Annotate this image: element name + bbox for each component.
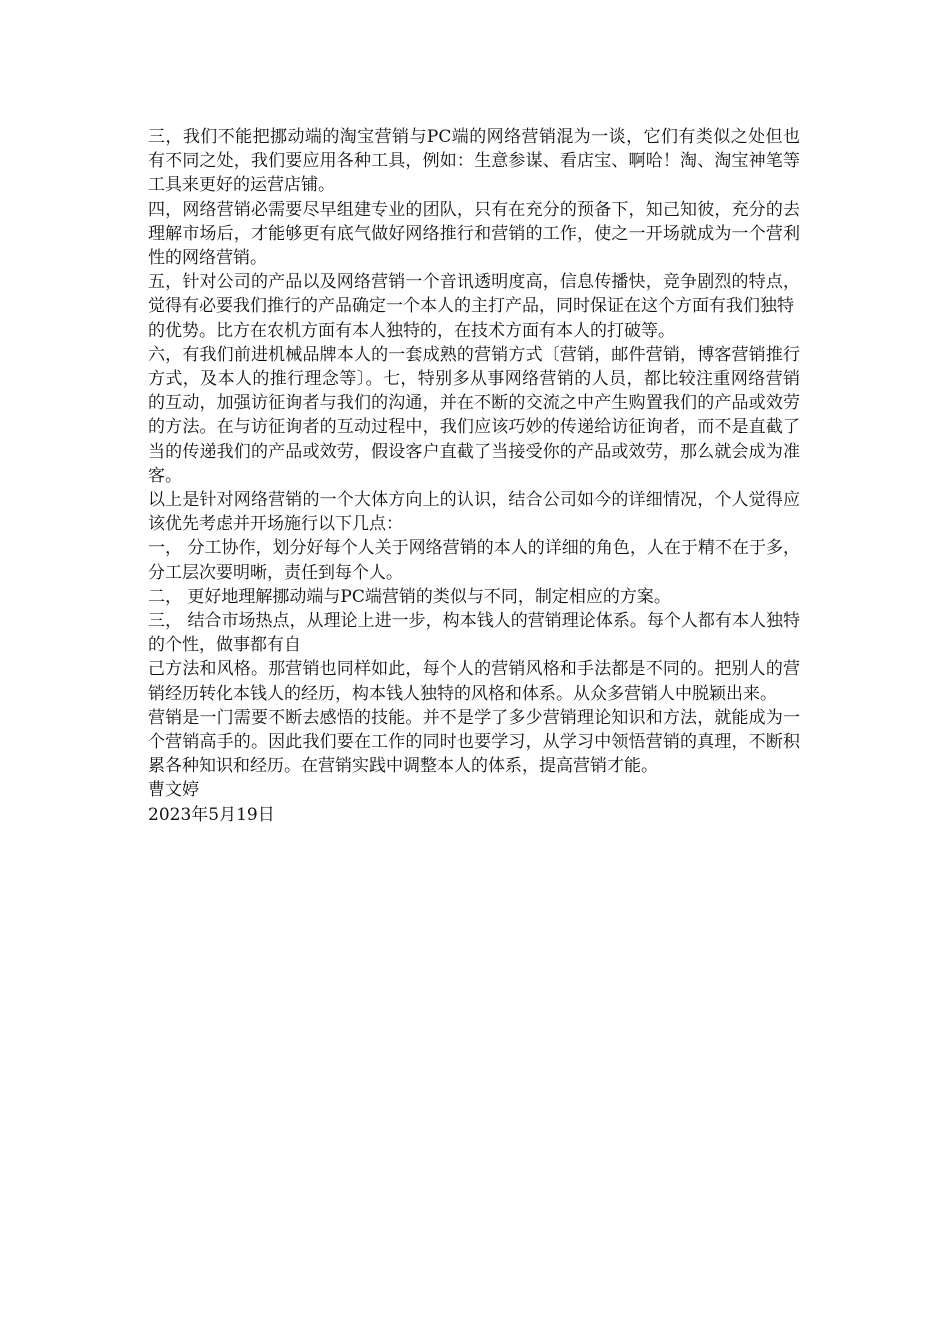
paragraph-point-four-team: 四，网络营销必需要尽早组建专业的团队，只有在充分的预备下，知己知彼，充分的去理解市场后，才能够更有底气做好网络推行和营销的工作，使之一开场就成为一个营利性的网络营销。 [148,199,800,269]
paragraph-action-one: 一， 分工协作，划分好每个人关于网络营销的本人的详细的角色，人在于精不在于多，分工层次要明晰，责任到每个人。 [148,538,800,583]
paragraph-action-two: 二， 更好地理解挪动端与PC端营销的类似与不同，制定相应的方案。 [148,586,671,607]
paragraph-point-three-taobao: 三，我们不能把挪动端的淘宝营销与PC端的网络营销混为一谈，它们有类似之处但也有不同之处，我们要应用各种工具，例如：生意参谋、看店宝、啊哈！淘、淘宝神笔等工具来更好的运营店铺。 [148,127,800,196]
paragraph-point-five-continued: 的优势。比方在农机方面有本人独特的，在技术方面有本人的打破等。 [148,320,675,341]
paragraph-action-three-continued: 己方法和风格。那营销也同样如此，每个人的营销风格和手法都是不同的。把别人的营销经历转化本钱人的经历，构本钱人独特的风格和体系。从众多营销人中脱颖出来。 [148,659,800,704]
paragraph-conclusion: 营销是一门需要不断去感悟的技能。并不是学了多少营销理论知识和方法，就能成为一个营销高手的。因此我们要在工作的同时也要学习，从学习中领悟营销的真理，不断积累各种知识和经历。在营销实践中调整本人的体系，提高营销才能。 [148,707,800,777]
paragraph-point-six-seven: 六，有我们前进机械品牌本人的一套成熟的营销方式〔营销，邮件营销，博客营销推行方式，及本人的推行理念等〕。七，特别多从事网络营销的人员，都比较注重网络营销的互动，加强访征询者与我们的沟通，并在不断的交流之中产生购置我们的产品或效劳的方法。在与访征询者的互动过程中，我们应该巧妙的传递给访征询者，而不是直截了当的传递我们的产品或效劳，假设客户直截了当接受你的产品或效劳，那么就会成为准客。 [148,344,800,486]
paragraph-point-five-product: 五，针对公司的产品以及网络营销一个音讯透明度高，信息传播快，竞争剧烈的特点，觉得有必要我们推行的产品确定一个本人的主打产品，同时保证在这个方面有我们独特 [148,272,800,317]
paragraph-summary-intro: 以上是针对网络营销的一个大体方向上的认识，结合公司如今的详细情况，个人觉得应该优先考虑并开场施行以下几点： [148,490,800,535]
document-body [148,125,800,827]
document-date: 2023年5月19日 [148,804,275,825]
paragraph-action-three: 三， 结合市场热点，从理论上进一步，构本钱人的营销理论体系。每个人都有本人独特的个性，做事都有自 [148,611,800,656]
author-signature: 曹文婷 [148,780,199,801]
